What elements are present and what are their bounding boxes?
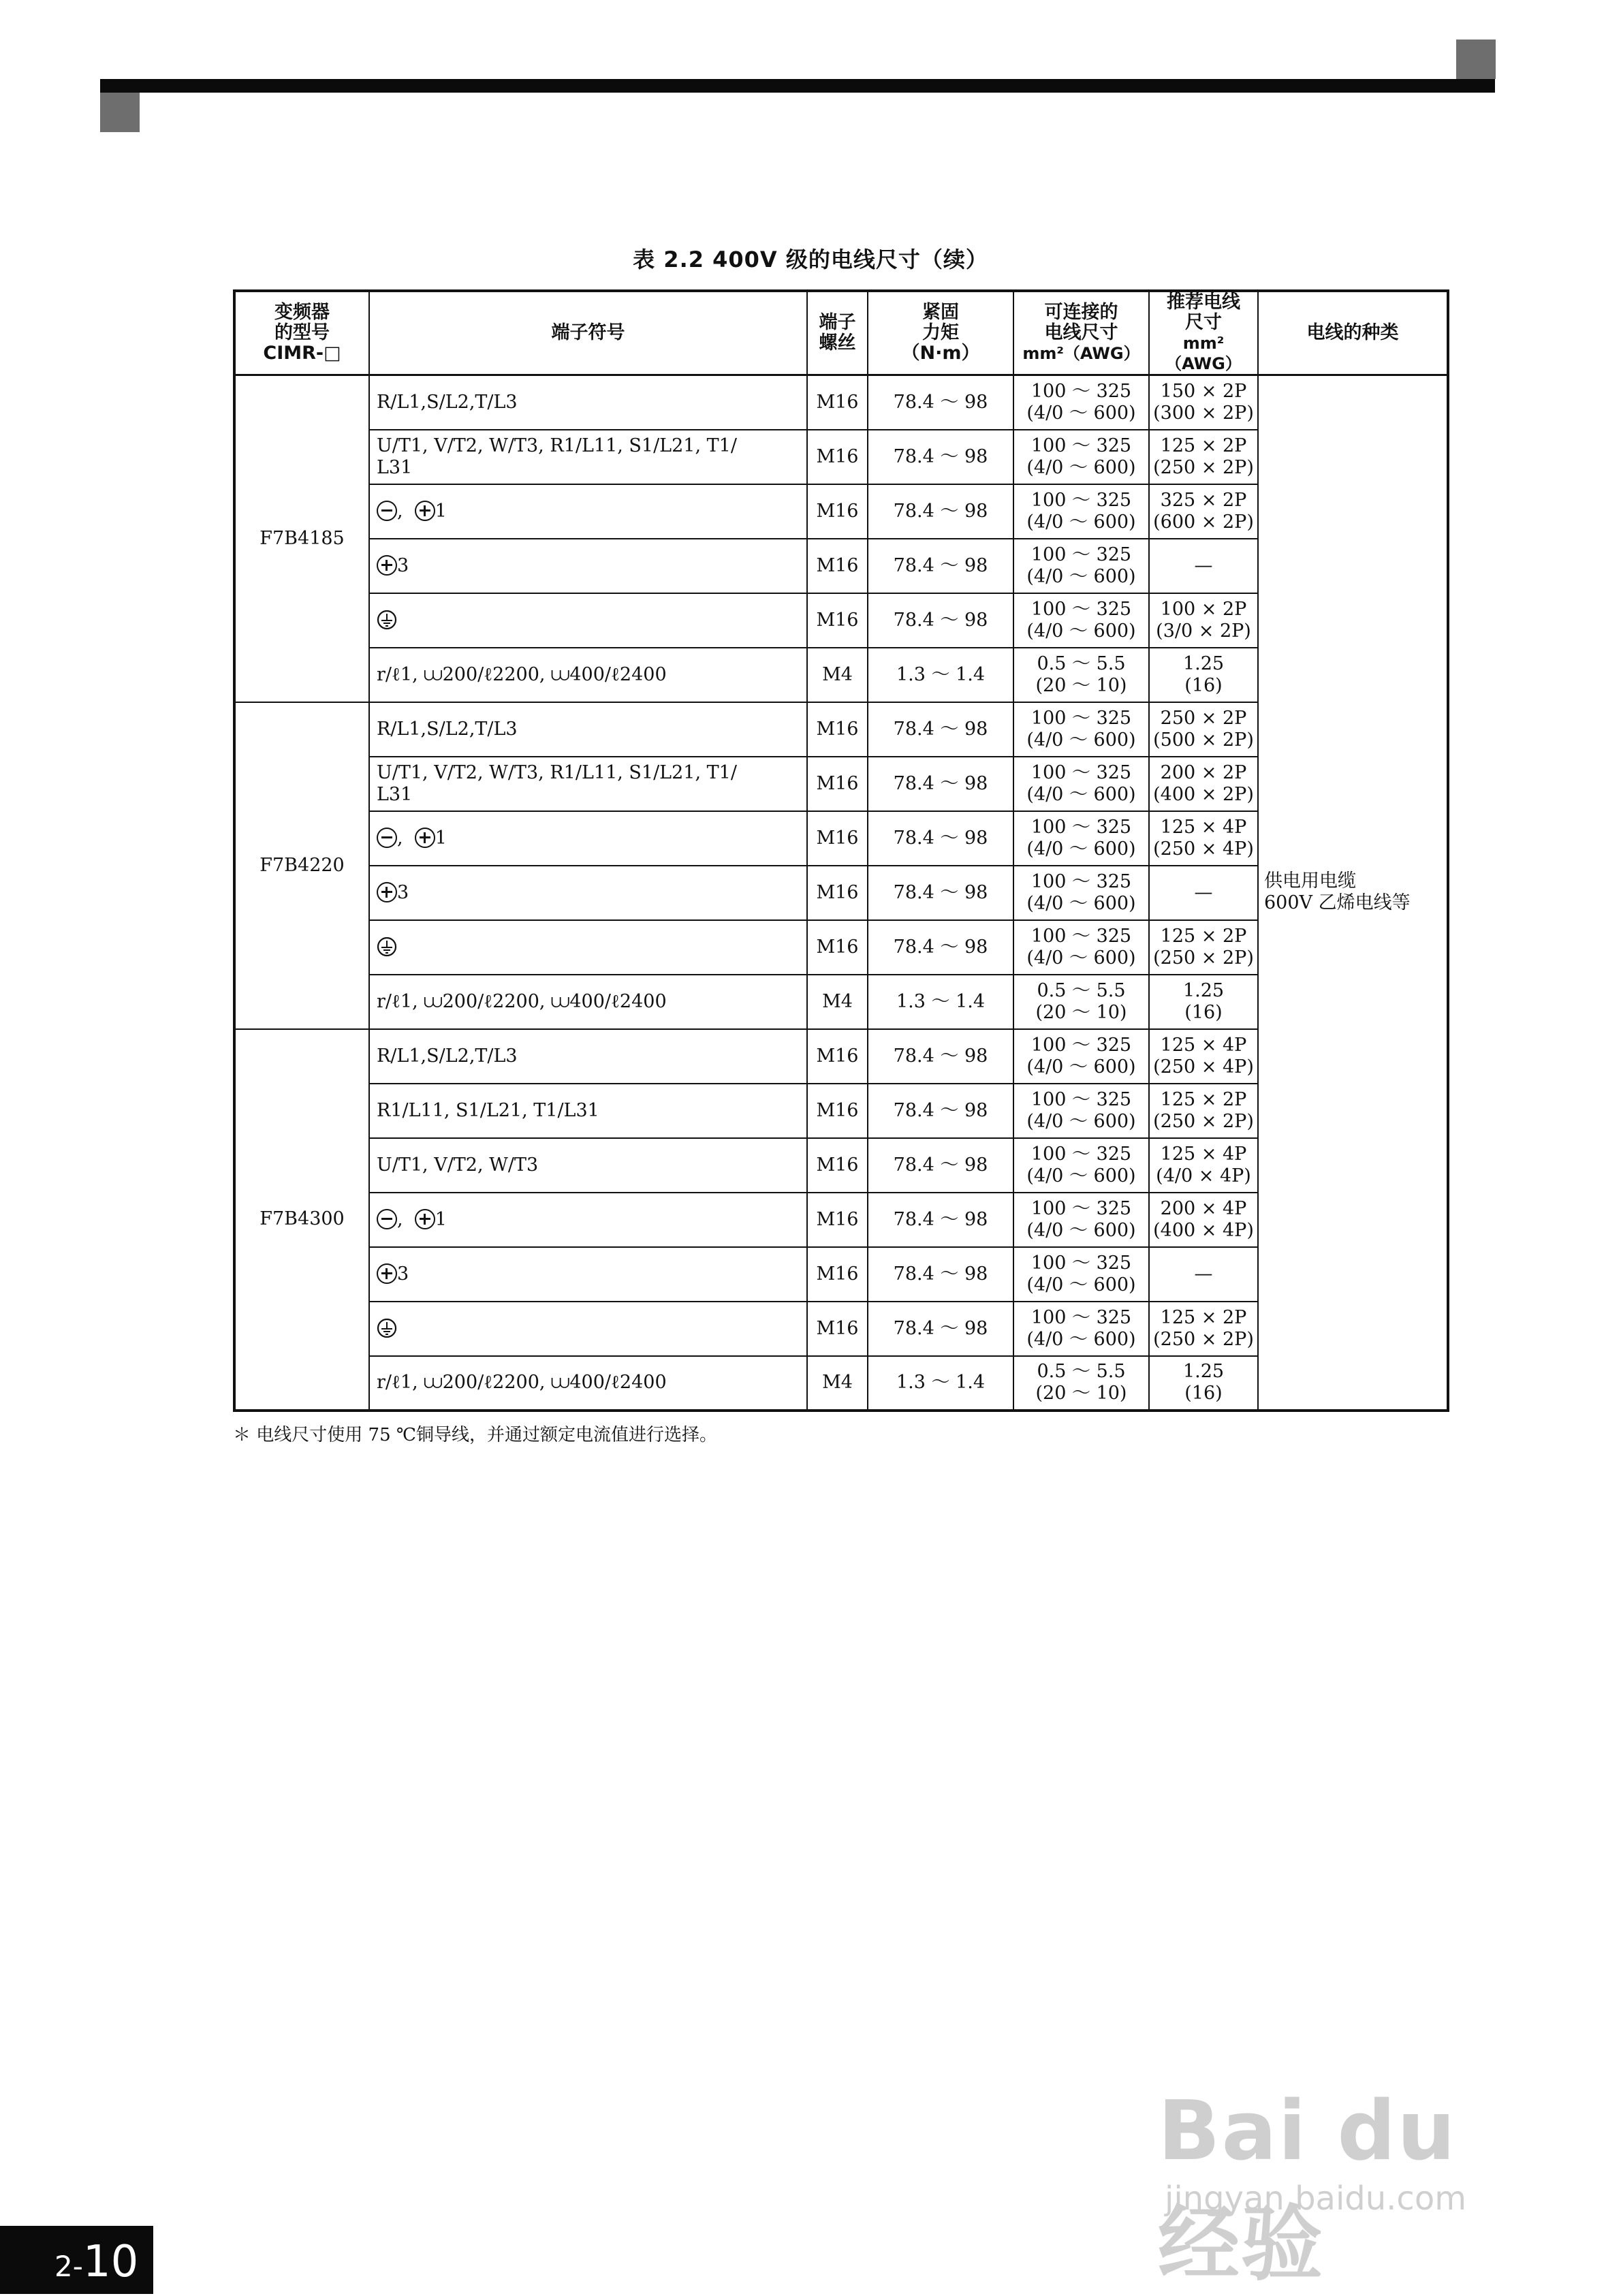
minus-terminal-icon — [377, 501, 397, 521]
watermark — [1158, 2084, 1539, 2292]
recommended-cell: — — [1149, 866, 1258, 920]
torque-cell: 78.4 ～ 98 — [868, 1138, 1013, 1193]
page-sep: - — [72, 2250, 83, 2283]
connectable-cell: 100 ～ 325 (4/0 ～ 600) — [1013, 375, 1149, 430]
torque-cell: 78.4 ～ 98 — [868, 539, 1013, 593]
terminal-cell — [369, 648, 807, 702]
torque-cell: 78.4 ～ 98 — [868, 757, 1013, 811]
terminal-label: U/T1, V/T2, W/T3, R1/L11, S1/L21, T1/ L31 — [377, 761, 737, 805]
header-terminal: 端子符号 — [369, 291, 807, 375]
watermark-url: jingyan.baidu.com — [1165, 2180, 1466, 2218]
header-marker-left — [100, 93, 140, 132]
connectable-cell: 0.5 ～ 5.5 (20 ～ 10) — [1013, 975, 1149, 1029]
watermark-logo-text: Bai du 经验 — [1158, 2084, 1457, 2292]
torque-cell: 78.4 ～ 98 — [868, 430, 1013, 484]
plus-terminal-icon — [377, 882, 397, 902]
header-torque — [868, 291, 1013, 375]
screw-cell: M16 — [807, 1138, 868, 1193]
model-cell: F7B4185 — [234, 375, 369, 702]
screw-cell: M16 — [807, 1302, 868, 1356]
screw-cell: M16 — [807, 375, 868, 430]
connectable-cell: 100 ～ 325 (4/0 ～ 600) — [1013, 1138, 1149, 1193]
terminal-label: r/ℓ1, ⩊200/ℓ2200, ⩊400/ℓ2400 — [377, 1372, 667, 1393]
connectable-cell: 100 ～ 325 (4/0 ～ 600) — [1013, 430, 1149, 484]
recommended-cell: 125 × 2P (250 × 2P) — [1149, 920, 1258, 975]
recommended-cell: 125 × 4P (250 × 4P) — [1149, 1029, 1258, 1084]
torque-cell: 78.4 ～ 98 — [868, 811, 1013, 866]
connectable-cell: 100 ～ 325 (4/0 ～ 600) — [1013, 539, 1149, 593]
model-cell: F7B4220 — [234, 702, 369, 1029]
terminal-label: R/L1,S/L2,T/L3 — [377, 1045, 518, 1067]
header-recommended — [1149, 291, 1258, 375]
header-model — [234, 291, 369, 375]
recommended-cell: 100 × 2P (3/0 × 2P) — [1149, 593, 1258, 648]
recommended-cell: — — [1149, 1247, 1258, 1302]
header-marker-right — [1456, 40, 1496, 79]
terminal-cell: , 1 — [369, 1193, 807, 1247]
minus-terminal-icon — [377, 1209, 397, 1229]
table-row — [234, 375, 1448, 430]
terminal-cell: 3 — [369, 1247, 807, 1302]
terminal-cell — [369, 375, 807, 430]
torque-cell: 78.4 ～ 98 — [868, 375, 1013, 430]
terminal-cell — [369, 1029, 807, 1084]
torque-cell: 78.4 ～ 98 — [868, 920, 1013, 975]
screw-cell: M16 — [807, 866, 868, 920]
recommended-cell: 125 × 2P (250 × 2P) — [1149, 1302, 1258, 1356]
terminal-label: U/T1, V/T2, W/T3 — [377, 1154, 539, 1176]
model-cell: F7B4300 — [234, 1029, 369, 1411]
recommended-cell: 125 × 2P (250 × 2P) — [1149, 1084, 1258, 1138]
connectable-cell: 100 ～ 325 (4/0 ～ 600) — [1013, 1302, 1149, 1356]
recommended-cell: 200 × 4P (400 × 4P) — [1149, 1193, 1258, 1247]
screw-cell: M16 — [807, 539, 868, 593]
torque-cell: 78.4 ～ 98 — [868, 1247, 1013, 1302]
connectable-cell: 100 ～ 325 (4/0 ～ 600) — [1013, 920, 1149, 975]
recommended-cell: 250 × 2P (500 × 2P) — [1149, 702, 1258, 757]
connectable-cell: 100 ～ 325 (4/0 ～ 600) — [1013, 1247, 1149, 1302]
torque-cell: 78.4 ～ 98 — [868, 1029, 1013, 1084]
terminal-cell — [369, 975, 807, 1029]
terminal-cell — [369, 430, 807, 484]
header-connectable-unit: mm²（AWG） — [1022, 344, 1140, 363]
connectable-cell: 100 ～ 325 (4/0 ～ 600) — [1013, 811, 1149, 866]
torque-cell: 1.3 ～ 1.4 — [868, 648, 1013, 702]
torque-cell: 78.4 ～ 98 — [868, 593, 1013, 648]
table-body — [234, 375, 1448, 1411]
screw-cell: M16 — [807, 702, 868, 757]
screw-cell: M16 — [807, 920, 868, 975]
terminal-label: R1/L11, S1/L21, T1/L31 — [377, 1099, 599, 1121]
screw-cell: M16 — [807, 484, 868, 539]
torque-cell: 78.4 ～ 98 — [868, 702, 1013, 757]
torque-cell: 78.4 ～ 98 — [868, 1302, 1013, 1356]
terminal-cell — [369, 757, 807, 811]
torque-cell: 1.3 ～ 1.4 — [868, 1356, 1013, 1411]
recommended-cell: 1.25 (16) — [1149, 1356, 1258, 1411]
header-kind: 电线的种类 — [1258, 291, 1448, 375]
plus-terminal-icon — [415, 501, 435, 521]
terminal-cell — [369, 702, 807, 757]
torque-cell: 1.3 ～ 1.4 — [868, 975, 1013, 1029]
page-index: 10 — [82, 2237, 139, 2287]
header-screw-label: 端子 螺丝 — [819, 312, 856, 353]
recommended-cell: 125 × 4P (250 × 4P) — [1149, 811, 1258, 866]
header-recommended-label: 推荐电线 尺寸 — [1167, 292, 1240, 333]
screw-cell: M16 — [807, 811, 868, 866]
connectable-cell: 0.5 ～ 5.5 (20 ～ 10) — [1013, 648, 1149, 702]
torque-cell: 78.4 ～ 98 — [868, 866, 1013, 920]
plus-terminal-icon — [415, 828, 435, 848]
ground-icon — [377, 610, 397, 630]
header-connectable — [1013, 291, 1149, 375]
terminal-cell — [369, 1138, 807, 1193]
connectable-cell: 100 ～ 325 (4/0 ～ 600) — [1013, 1084, 1149, 1138]
terminal-label: R/L1,S/L2,T/L3 — [377, 718, 518, 740]
recommended-cell: 1.25 (16) — [1149, 648, 1258, 702]
screw-cell: M16 — [807, 430, 868, 484]
connectable-cell: 100 ～ 325 (4/0 ～ 600) — [1013, 1193, 1149, 1247]
connectable-cell: 100 ～ 325 (4/0 ～ 600) — [1013, 593, 1149, 648]
screw-cell: M16 — [807, 1029, 868, 1084]
header-screw — [807, 291, 868, 375]
screw-cell: M16 — [807, 757, 868, 811]
ground-icon — [377, 1318, 397, 1338]
header-recommended-unit: mm²（AWG） — [1165, 334, 1242, 373]
page-number — [54, 2238, 138, 2291]
connectable-cell: 100 ～ 325 (4/0 ～ 600) — [1013, 1029, 1149, 1084]
screw-cell: M16 — [807, 1084, 868, 1138]
recommended-cell: 325 × 2P (600 × 2P) — [1149, 484, 1258, 539]
screw-cell: M16 — [807, 1247, 868, 1302]
minus-terminal-icon — [377, 828, 397, 848]
screw-cell: M4 — [807, 975, 868, 1029]
screw-cell: M16 — [807, 593, 868, 648]
terminal-cell: 3 — [369, 866, 807, 920]
terminal-cell: 3 — [369, 539, 807, 593]
header-torque-label: 紧固 力矩 （N·m） — [901, 302, 980, 364]
terminal-label: r/ℓ1, ⩊200/ℓ2200, ⩊400/ℓ2400 — [377, 663, 667, 685]
connectable-cell: 100 ～ 325 (4/0 ～ 600) — [1013, 484, 1149, 539]
table-title: 表 2.2 400V 级的电线尺寸（续） — [633, 247, 988, 272]
page-number-box — [0, 2226, 153, 2294]
page-chapter: 2 — [54, 2250, 73, 2283]
recommended-cell: 200 × 2P (400 × 2P) — [1149, 757, 1258, 811]
footnote: ＊ 电线尺寸使用 75 ℃铜导线，并通过额定电流值进行选择。 — [233, 1425, 717, 1445]
screw-cell: M4 — [807, 648, 868, 702]
wire-size-table — [233, 289, 1449, 1412]
header-rule — [100, 79, 1495, 93]
cable-kind-cell: 供电用电缆 600V 乙烯电线等 — [1258, 375, 1448, 1411]
terminal-cell — [369, 1356, 807, 1411]
plus-terminal-icon — [377, 555, 397, 576]
screw-cell: M16 — [807, 1193, 868, 1247]
terminal-cell — [369, 593, 807, 648]
terminal-label: R/L1,S/L2,T/L3 — [377, 391, 518, 413]
screw-cell: M4 — [807, 1356, 868, 1411]
recommended-cell: 1.25 (16) — [1149, 975, 1258, 1029]
connectable-cell: 100 ～ 325 (4/0 ～ 600) — [1013, 866, 1149, 920]
terminal-label: U/T1, V/T2, W/T3, R1/L11, S1/L21, T1/ L31 — [377, 435, 737, 478]
terminal-cell — [369, 1302, 807, 1356]
torque-cell: 78.4 ～ 98 — [868, 484, 1013, 539]
recommended-cell: 125 × 2P (250 × 2P) — [1149, 430, 1258, 484]
recommended-cell: 150 × 2P (300 × 2P) — [1149, 375, 1258, 430]
connectable-cell: 0.5 ～ 5.5 (20 ～ 10) — [1013, 1356, 1149, 1411]
connectable-cell: 100 ～ 325 (4/0 ～ 600) — [1013, 702, 1149, 757]
plus-terminal-icon — [377, 1263, 397, 1284]
connectable-cell: 100 ～ 325 (4/0 ～ 600) — [1013, 757, 1149, 811]
table-header-row — [234, 291, 1448, 375]
plus-terminal-icon — [415, 1209, 435, 1229]
terminal-label: r/ℓ1, ⩊200/ℓ2200, ⩊400/ℓ2400 — [377, 990, 667, 1012]
header-model-label: 变频器 的型号 CIMR-□ — [263, 302, 341, 364]
ground-icon — [377, 937, 397, 957]
torque-cell: 78.4 ～ 98 — [868, 1084, 1013, 1138]
recommended-cell: — — [1149, 539, 1258, 593]
header-connectable-label: 可连接的 电线尺寸 — [1044, 302, 1118, 343]
terminal-cell: , 1 — [369, 811, 807, 866]
torque-cell: 78.4 ～ 98 — [868, 1193, 1013, 1247]
recommended-cell: 125 × 4P (4/0 × 4P) — [1149, 1138, 1258, 1193]
terminal-cell: , 1 — [369, 484, 807, 539]
terminal-cell — [369, 920, 807, 975]
terminal-cell — [369, 1084, 807, 1138]
